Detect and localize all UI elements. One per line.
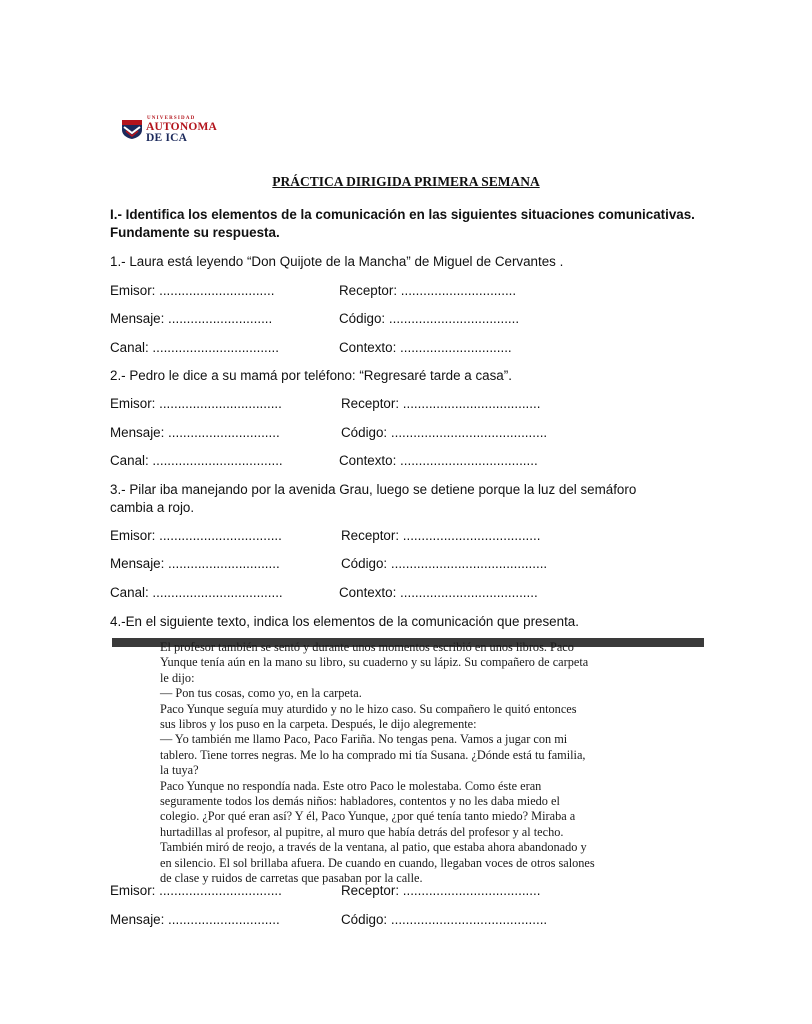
question-3-codigo: Código: ..........................................: [341, 556, 548, 571]
excerpt-line: en silencio. El sol brillaba afuera. De cuando en cuando, llegaban voces de otros salones: [160, 855, 595, 870]
question-1-mensaje: Mensaje: ............................: [110, 311, 273, 326]
question-3-prompt-line-2: cambia a rojo.: [110, 500, 195, 515]
question-4-prompt: 4.-En el siguiente texto, indica los elementos de la comunicación que presenta.: [110, 614, 579, 629]
question-4-emisor: Emisor: .................................: [110, 883, 282, 898]
question-4-codigo: Código: ..........................................: [341, 912, 548, 927]
excerpt-line: colegio. ¿Por qué eran así? Y él, Paco Yunque, ¿por qué tenía tanto miedo? Miraba a: [160, 809, 576, 824]
question-2-receptor: Receptor: .....................................: [341, 396, 541, 411]
question-2-codigo: Código: ..........................................: [341, 425, 548, 440]
question-2-canal: Canal: ...................................: [110, 453, 283, 468]
question-2-prompt: 2.- Pedro le dice a su mamá por teléfono: “Regresaré tarde a casa”.: [110, 368, 512, 383]
question-3-contexto: Contexto: .....................................: [339, 585, 538, 600]
text-excerpt-image: [112, 638, 704, 886]
excerpt-line: — Pon tus cosas, como yo, en la carpeta.: [160, 686, 362, 701]
question-4-receptor: Receptor: .....................................: [341, 883, 541, 898]
excerpt-text: [160, 640, 700, 887]
excerpt-line: Paco Yunque seguía muy aturdido y no le hizo caso. Su compañero le quitó entonces: [160, 701, 577, 716]
shield-icon: [121, 119, 143, 140]
excerpt-line: le dijo:: [160, 670, 195, 685]
question-1-prompt: 1.- Laura está leyendo “Don Quijote de la Mancha” de Miguel de Cervantes .: [110, 254, 564, 269]
excerpt-line: seguramente todos los demás niños: habladores, contentos y no les daba miedo el: [160, 794, 560, 809]
logo-line-1: AUTONOMA: [146, 121, 218, 133]
question-2-mensaje: Mensaje: ..............................: [110, 425, 280, 440]
excerpt-line: El profesor también se sentó y durante unos momentos escribió en unos libros. Paco: [160, 640, 574, 654]
logo-small-text: UNIVERSIDAD: [147, 116, 196, 121]
excerpt-line: sus libros y los puso en la carpeta. Después, le dijo alegremente:: [160, 717, 477, 732]
question-3-canal: Canal: ...................................: [110, 585, 283, 600]
question-1-canal: Canal: ..................................: [110, 340, 279, 355]
question-3-mensaje: Mensaje: ..............................: [110, 556, 280, 571]
instructions-line-2: Fundamente su respuesta.: [110, 225, 280, 240]
university-logo: [121, 116, 231, 146]
excerpt-line: tablero. Tiene torres negras. Me lo ha comprado mi tía Susana. ¿Dónde está tu familia,: [160, 747, 586, 762]
question-3-receptor: Receptor: .....................................: [341, 528, 541, 543]
question-1-codigo: Código: ...................................: [339, 311, 520, 326]
question-2-emisor: Emisor: .................................: [110, 396, 282, 411]
question-3-emisor: Emisor: .................................: [110, 528, 282, 543]
excerpt-line: Paco Yunque no respondía nada. Este otro Paco le molestaba. Como éste eran: [160, 778, 542, 793]
excerpt-line: Yunque tenía aún en la mano su libro, su cuaderno y su lápiz. Su compañero de carpeta: [160, 655, 589, 670]
excerpt-line: la tuya?: [160, 763, 199, 778]
question-3-prompt-line-1: 3.- Pilar iba manejando por la avenida Grau, luego se detiene porque la luz del semáforo: [110, 482, 637, 497]
excerpt-line: hurtadillas al profesor, al pupitre, al muro que había detrás del profesor y al techo.: [160, 824, 564, 839]
excerpt-line: de clase y ruidos de carretas que pasaban por la calle.: [160, 871, 423, 886]
logo-line-2: DE ICA: [146, 132, 188, 144]
excerpt-line: También miró de reojo, a través de la ventana, al patio, que estaba ahora abandonado y: [160, 840, 587, 855]
excerpt-line: — Yo también me llamo Paco, Paco Fariña. No tengas pena. Vamos a jugar con mi: [160, 732, 568, 747]
question-2-contexto: Contexto: .....................................: [339, 453, 538, 468]
instructions-line-1: I.- Identifica los elementos de la comunicación en las siguientes situaciones comunicativas.: [110, 207, 695, 222]
question-1-contexto: Contexto: ..............................: [339, 340, 512, 355]
question-1-emisor: Emisor: ...............................: [110, 283, 275, 298]
page-title: PRÁCTICA DIRIGIDA PRIMERA SEMANA: [272, 174, 540, 189]
question-1-receptor: Receptor: ...............................: [339, 283, 517, 298]
question-4-mensaje: Mensaje: ..............................: [110, 912, 280, 927]
